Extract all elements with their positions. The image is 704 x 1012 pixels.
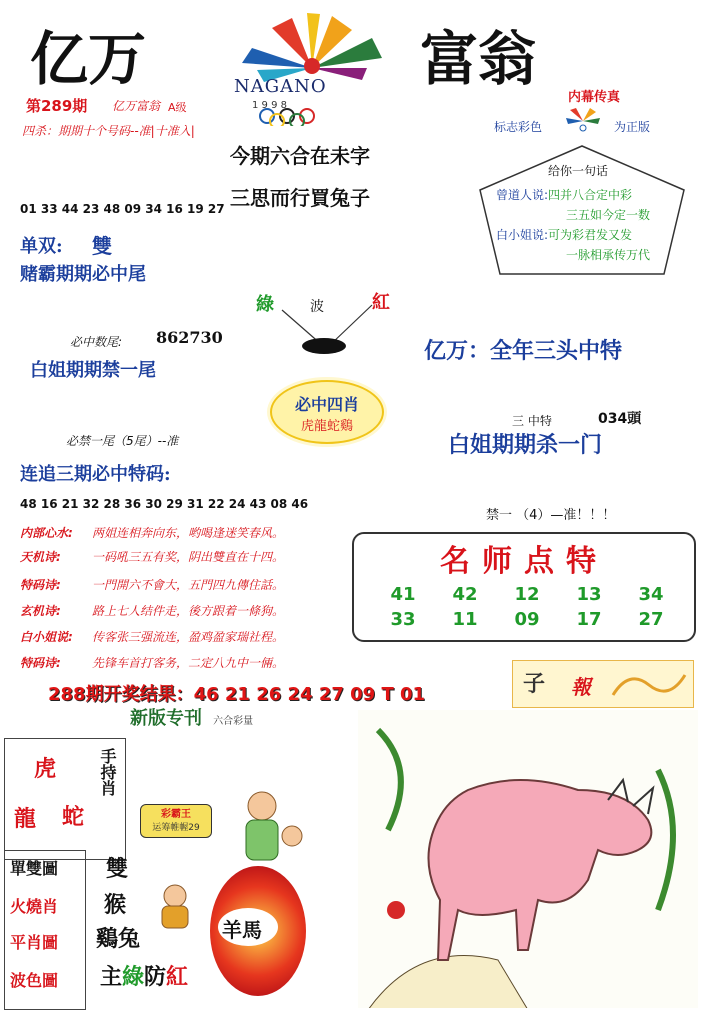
olympic-rings-icon xyxy=(252,106,372,126)
bet-line: 赌霸期期必中尾 xyxy=(20,264,146,285)
dragon-char: 龍 xyxy=(14,806,37,832)
special-issue: 新版专刊 六合彩量 xyxy=(130,708,254,729)
logo-color-label: 标志彩色 xyxy=(494,120,543,134)
poem-row: 内部心水: 两姐连相奔向东，哟喝逢迷笑春风。 xyxy=(20,526,285,540)
ban-gate: 禁一 （4）—准！！！ xyxy=(486,508,616,523)
dragon-ornament-icon xyxy=(609,665,689,703)
pentagon-text: 曾道人说:四并八合定中彩 三五如今定一数 白小姐说:可为彩君发又发 一脉相承传万代 xyxy=(496,188,651,262)
zodiac-tag: 子 xyxy=(523,671,546,697)
inside-fax-title: 内幕传真 xyxy=(568,90,621,105)
issue-grade: A级 xyxy=(168,101,187,114)
master-title: 名师点特 xyxy=(440,544,608,579)
three-head-value: 034頭 xyxy=(598,411,642,427)
special-numbers: 48 16 21 32 28 36 30 29 31 22 24 43 08 46 xyxy=(20,497,309,511)
sign-a: 單雙圖 xyxy=(10,859,59,878)
four-zodiac-value: 虎龍蛇鷄 xyxy=(300,419,353,434)
snake-char: 蛇 xyxy=(62,804,85,830)
tiger-char: 虎 xyxy=(34,756,57,782)
sheep-horse: 羊馬 xyxy=(222,918,262,942)
sign-d: 波色圖 xyxy=(10,971,59,990)
child-figures-icon xyxy=(212,786,312,876)
center-line-2: 三思而行買兔子 xyxy=(230,186,370,210)
poem-row: 特码诗: 一門開六不會大，五門四九傳住話。 xyxy=(20,578,285,592)
single-double-label: 单双: xyxy=(20,236,63,257)
poem-row: 天机诗: 一码吼三五有奖，阴出雙直在十四。 xyxy=(20,550,285,564)
bull-illustration xyxy=(358,710,698,1008)
issue-subtitle: 四杀：期期十个号码--准|十准入| xyxy=(22,124,195,138)
yiwan-line: 亿万：全年三头中特 xyxy=(424,339,623,364)
master-row-2: 33 11 09 17 27 xyxy=(390,609,664,630)
four-zodiac-title: 必中四肖 xyxy=(294,395,359,414)
title-left: 亿万 xyxy=(30,25,147,93)
result-line: 288期开奖结果：46 21 26 24 27 09 T 01 xyxy=(48,684,426,705)
monkey-char: 猴 xyxy=(104,892,127,918)
wave-wave: 波 xyxy=(310,299,324,315)
consecutive-title: 连追三期必中特码: xyxy=(20,464,171,485)
zodiac-banner xyxy=(512,660,694,708)
kill-door: 白姐期期杀一门 xyxy=(448,433,603,458)
wave-line: 主綠防紅 xyxy=(100,965,189,990)
ban-one: 必禁一尾（5尾）--准 xyxy=(66,434,179,448)
badge: 彩霸王 运筹帷幄29 xyxy=(140,804,212,838)
issue-number: 第289期 xyxy=(26,97,88,115)
center-line-1: 今期六合在未字 xyxy=(230,144,370,168)
wave-green: 綠 xyxy=(256,294,274,315)
title-right: 富翁 xyxy=(420,25,537,93)
three-head-label: 三 中特 xyxy=(512,414,552,428)
poem-row: 白小姐说: 传客张三强流连，盈鸡盈家瑞社程。 xyxy=(20,630,285,644)
rooster-rabbit: 鷄兔 xyxy=(96,926,141,952)
vertical-text: 手持肖 xyxy=(98,748,117,796)
bottom-left-panel xyxy=(0,716,330,1008)
poem-row: 玄机诗: 路上七人结件走，後方跟着一條狗。 xyxy=(20,604,285,618)
sign-c: 平肖圖 xyxy=(10,933,59,952)
single-double-value: 雙 xyxy=(92,234,112,258)
double-char: 雙 xyxy=(106,856,129,882)
monk-figure-icon xyxy=(150,880,200,930)
wave-red: 紅 xyxy=(372,292,390,313)
master-row-1: 41 42 12 13 34 xyxy=(390,584,664,605)
tail-value: 862730 xyxy=(156,328,223,347)
pentagon-title: 给你一句话 xyxy=(548,164,609,178)
zodiac-tag-2: 報 xyxy=(571,675,591,699)
logo-text: NAGANO xyxy=(234,76,327,97)
mini-logo-icon xyxy=(560,106,606,136)
nagano-logo xyxy=(212,8,412,128)
issue-brand: 亿万富翁 xyxy=(112,99,161,113)
top-numbers: 01 33 44 23 48 09 34 16 19 27 xyxy=(20,202,225,216)
genuine-label: 为正版 xyxy=(614,120,651,134)
master-box xyxy=(352,532,696,642)
four-zodiac-badge xyxy=(270,380,384,444)
tail-label: 必中数尾: xyxy=(70,335,123,349)
ban-tail: 白姐期期禁一尾 xyxy=(30,360,156,381)
poem-row: 特码诗: 先锋车首打客务，二定八九中一倆。 xyxy=(20,656,285,670)
logo-year: 1 9 9 8 xyxy=(252,100,287,111)
bull-icon xyxy=(358,710,698,1008)
sign-b: 火燒肖 xyxy=(10,897,59,916)
